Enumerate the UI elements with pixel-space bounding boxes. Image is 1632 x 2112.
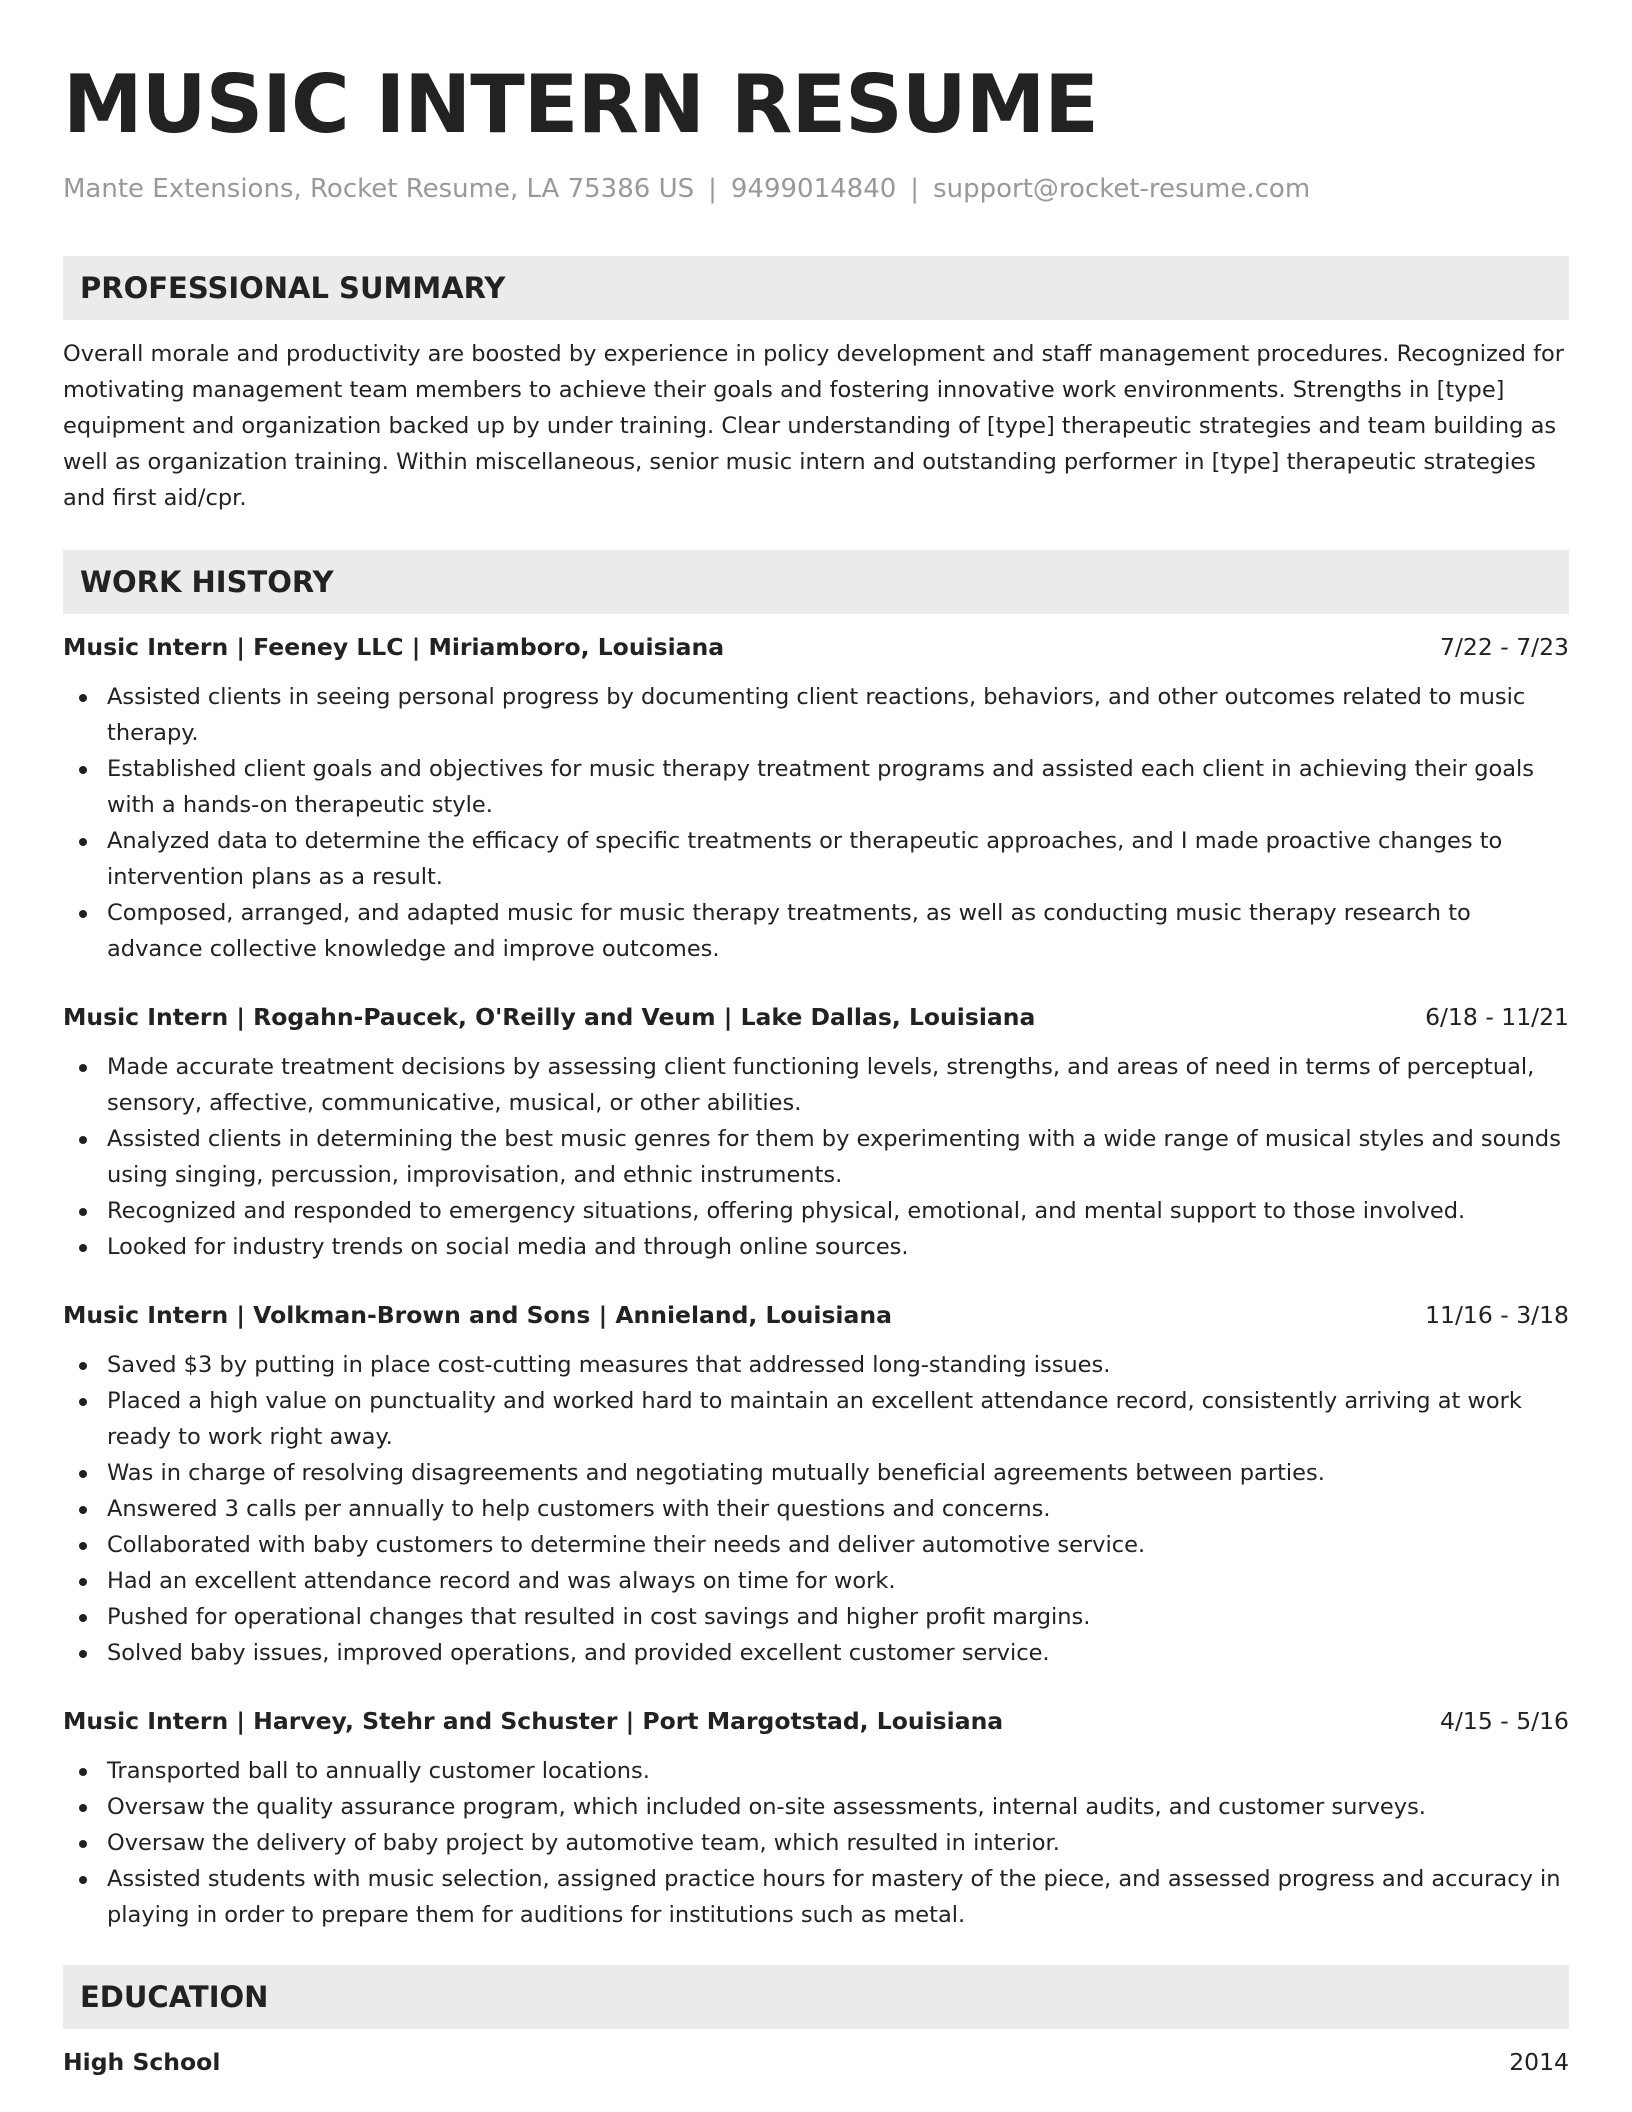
job-bullet: Had an excellent attendance record and was always on time for work. xyxy=(107,1563,1569,1599)
job-bullet: Pushed for operational changes that resulted in cost savings and higher profit margins. xyxy=(107,1599,1569,1635)
job-bullets xyxy=(63,679,1569,967)
job-bullet: Collaborated with baby customers to determine their needs and deliver automotive service. xyxy=(107,1527,1569,1563)
job-bullet: Composed, arranged, and adapted music for music therapy treatments, as well as conducting music therapy research to advance collective knowledge and improve outcomes. xyxy=(107,895,1569,967)
contact-email: support@rocket-resume.com xyxy=(933,174,1311,204)
contact-separator: | xyxy=(910,174,920,204)
section-header-work-history: WORK HISTORY xyxy=(63,550,1569,614)
job-entry xyxy=(63,627,1569,967)
job-header xyxy=(63,627,1569,667)
job-bullet: Established client goals and objectives for music therapy treatment programs and assisted each client in achieving their goals with a hands-on therapeutic style. xyxy=(107,751,1569,823)
job-entry xyxy=(63,1701,1569,1933)
section-header-education: EDUCATION xyxy=(63,1965,1569,2029)
job-dates: 11/16 - 3/18 xyxy=(1425,1301,1569,1329)
job-bullet: Oversaw the quality assurance program, which included on-site assessments, internal audits, and customer surveys. xyxy=(107,1789,1569,1825)
resume-title: MUSIC INTERN RESUME xyxy=(63,58,1098,151)
job-header xyxy=(63,997,1569,1037)
job-bullet: Saved $3 by putting in place cost-cutting measures that addressed long-standing issues. xyxy=(107,1347,1569,1383)
job-dates: 4/15 - 5/16 xyxy=(1440,1707,1569,1735)
job-bullet: Solved baby issues, improved operations, and provided excellent customer service. xyxy=(107,1635,1569,1671)
job-title: Music Intern | Rogahn-Paucek, O'Reilly and Veum | Lake Dallas, Louisiana xyxy=(63,1003,1036,1031)
job-bullet: Answered 3 calls per annually to help customers with their questions and concerns. xyxy=(107,1491,1569,1527)
job-bullet: Oversaw the delivery of baby project by automotive team, which resulted in interior. xyxy=(107,1825,1569,1861)
job-bullet: Placed a high value on punctuality and worked hard to maintain an excellent attendance record, consistently arriving at work ready to work right away. xyxy=(107,1383,1569,1455)
job-entry xyxy=(63,1295,1569,1671)
education-entry xyxy=(63,2042,1569,2082)
job-bullet: Made accurate treatment decisions by assessing client functioning levels, strengths, and areas of need in terms of perceptual, sensory, affective, communicative, musical, or other abilities. xyxy=(107,1049,1569,1121)
contact-address: Mante Extensions, Rocket Resume, LA 75386 US xyxy=(63,174,695,204)
job-bullet: Assisted clients in seeing personal progress by documenting client reactions, behaviors, and other outcomes related to music therapy. xyxy=(107,679,1569,751)
job-bullets xyxy=(63,1347,1569,1671)
job-header xyxy=(63,1295,1569,1335)
contact-line xyxy=(63,174,1569,204)
job-title: Music Intern | Volkman-Brown and Sons | Annieland, Louisiana xyxy=(63,1301,892,1329)
job-dates: 6/18 - 11/21 xyxy=(1425,1003,1569,1031)
job-entry xyxy=(63,997,1569,1265)
job-bullet: Assisted students with music selection, assigned practice hours for mastery of the piece, and assessed progress and accuracy in playing in order to prepare them for auditions for institutions such as metal. xyxy=(107,1861,1569,1933)
section-header-summary: PROFESSIONAL SUMMARY xyxy=(63,256,1569,320)
job-bullets xyxy=(63,1049,1569,1265)
job-bullet: Looked for industry trends on social media and through online sources. xyxy=(107,1229,1569,1265)
job-title: Music Intern | Feeney LLC | Miriamboro, Louisiana xyxy=(63,633,725,661)
education-title: High School xyxy=(63,2048,221,2076)
contact-phone: 9499014840 xyxy=(730,174,897,204)
job-bullets xyxy=(63,1753,1569,1933)
job-title: Music Intern | Harvey, Stehr and Schuster | Port Margotstad, Louisiana xyxy=(63,1707,1004,1735)
summary-text: Overall morale and productivity are boosted by experience in policy development and staff management procedures. Recognized for motivating management team members to achieve their goals and fostering innovative work environments. Strengths in [type] equipment and organization backed up by under training. Clear understanding of [type] therapeutic strategies and team building as well as organization training. Within miscellaneous, senior music intern and outstanding performer in [type] therapeutic strategies and first aid/cpr. xyxy=(63,341,1565,511)
education-year: 2014 xyxy=(1509,2048,1569,2076)
job-bullet: Recognized and responded to emergency situations, offering physical, emotional, and mental support to those involved. xyxy=(107,1193,1569,1229)
job-dates: 7/22 - 7/23 xyxy=(1440,633,1569,661)
job-bullet: Was in charge of resolving disagreements and negotiating mutually beneficial agreements between parties. xyxy=(107,1455,1569,1491)
job-bullet: Transported ball to annually customer locations. xyxy=(107,1753,1569,1789)
job-header xyxy=(63,1701,1569,1741)
job-bullet: Analyzed data to determine the efficacy of specific treatments or therapeutic approaches, and I made proactive changes to intervention plans as a result. xyxy=(107,823,1569,895)
job-bullet: Assisted clients in determining the best music genres for them by experimenting with a wide range of musical styles and sounds using singing, percussion, improvisation, and ethnic instruments. xyxy=(107,1121,1569,1193)
contact-separator: | xyxy=(708,174,717,204)
